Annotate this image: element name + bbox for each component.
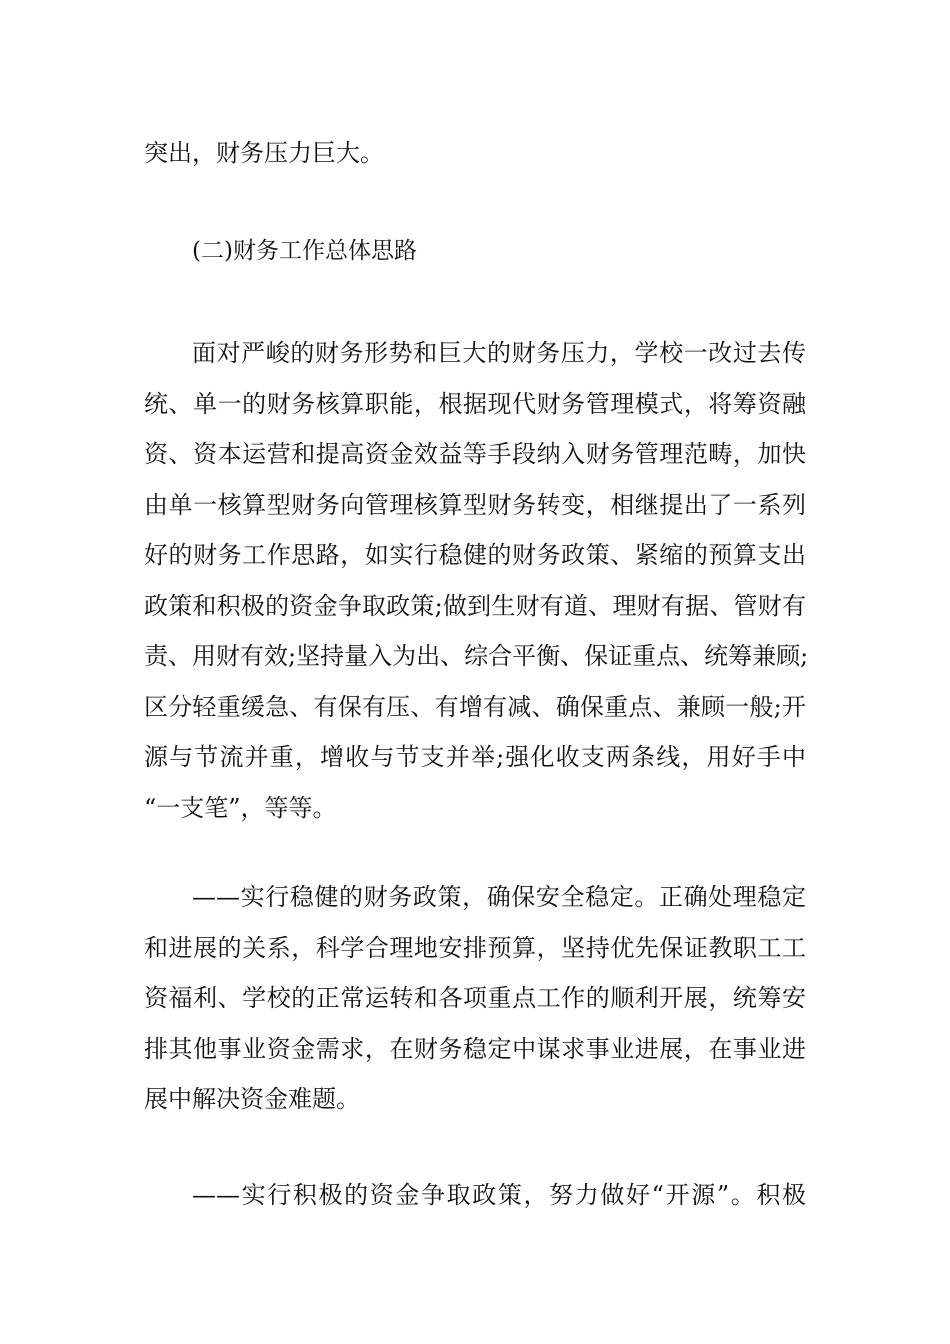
text-line: 由单一核算型财务向管理核算型财务转变，相继提出了一系列 <box>144 490 806 519</box>
section-heading <box>144 226 806 277</box>
heading-text: (二)财务工作总体思路 <box>192 238 417 264</box>
text-line: 突出，财务压力巨大。 <box>144 139 384 167</box>
text-line: 资、资本运营和提高资金效益等手段纳入财务管理范畴，加快 <box>144 440 806 468</box>
text-line: 排其他事业资金需求，在财务稳定中谋求事业进展，在事业进 <box>144 1034 806 1063</box>
text-line: 和进展的关系，科学合理地安排预算，坚持优先保证教职工工 <box>144 933 806 962</box>
text-line: 区分轻重缓急、有保有压、有增有减、确保重点、兼顾一般;开 <box>144 692 806 721</box>
paragraph-continuation <box>144 128 806 179</box>
text-line: “一支笔”，等等。 <box>144 793 337 822</box>
text-line: 政策和积极的资金争取政策;做到生财有道、理财有据、管财有 <box>144 591 806 620</box>
paragraph-funding-policy <box>144 1170 806 1221</box>
text-line: 源与节流并重，增收与节支并举;强化收支两条线，用好手中 <box>144 743 806 771</box>
text-line: 展中解决资金难题。 <box>144 1085 360 1113</box>
text-line: ——实行稳健的财务政策，确保安全稳定。正确处理稳定 <box>192 883 806 911</box>
text-line: 责、用财有效;坚持量入为出、综合平衡、保证重点、统筹兼顾; <box>144 642 809 670</box>
paragraph-stable-policy <box>144 872 806 1125</box>
text-line: 资福利、学校的正常运转和各项重点工作的顺利开展，统筹安 <box>144 984 806 1012</box>
paragraph-overall-approach <box>144 328 809 833</box>
text-line: 面对严峻的财务形势和巨大的财务压力，学校一改过去传 <box>192 339 806 367</box>
text-line: 好的财务工作思路，如实行稳健的财务政策、紧缩的预算支出 <box>144 541 806 569</box>
text-line: 统、单一的财务核算职能，根据现代财务管理模式，将筹资融 <box>144 389 806 418</box>
text-line: ——实行积极的资金争取政策，努力做好“开源”。积极 <box>192 1181 806 1209</box>
